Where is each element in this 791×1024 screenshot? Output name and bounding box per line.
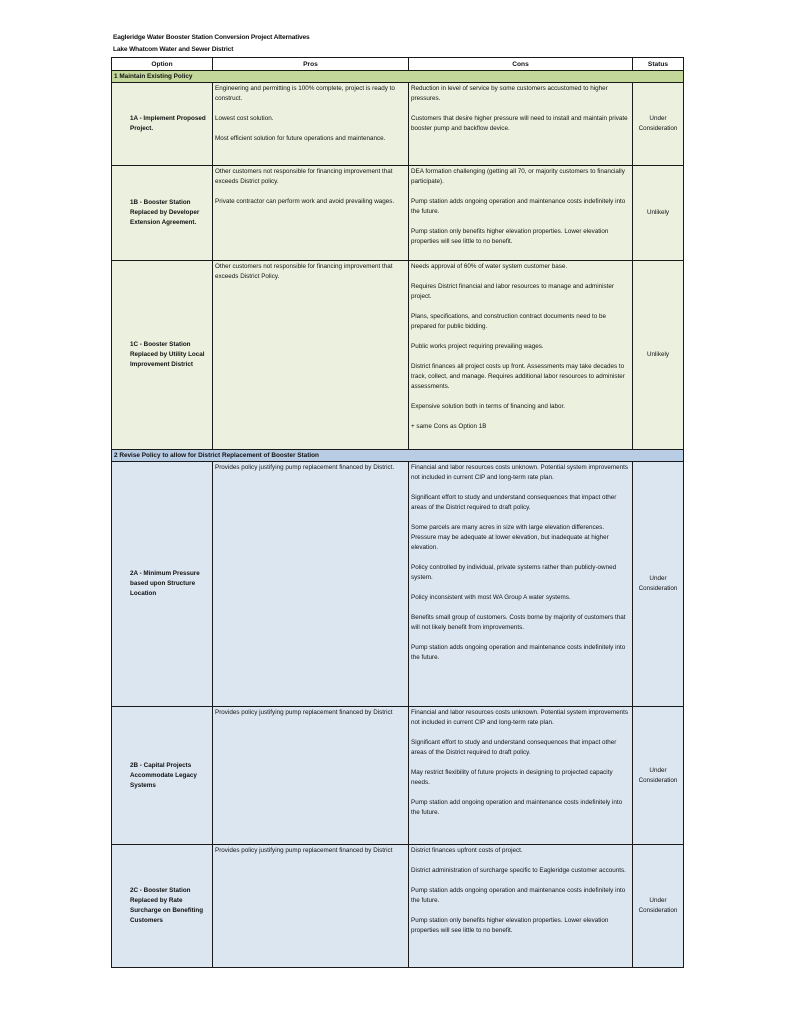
column-header-status: Status (633, 58, 684, 71)
pros-cell (213, 462, 409, 707)
status-cell: Unlikely (633, 166, 684, 261)
cons-cell (409, 845, 633, 968)
cons-item: Needs approval of 60% of water system customer base. (411, 263, 568, 270)
page-title: Eagleridge Water Booster Station Conversion Project Alternatives (113, 34, 310, 41)
cons-item: Pump station adds ongoing operation and maintenance costs indefinitely into the future. (411, 198, 626, 215)
cons-cell (409, 83, 633, 166)
table-row (112, 166, 684, 261)
cons-item: District finances all project costs up front. Assessments may take decades to track, collect, and manage. Requires additional labor resources to administer assessments. (411, 363, 625, 390)
pros-item: Other customers not responsible for financing improvement that exceeds District Policy. (215, 263, 393, 280)
pros-cell (213, 707, 409, 845)
table-row (112, 707, 684, 845)
column-header-option: Option (112, 58, 213, 71)
cons-item: Pump station add ongoing operation and maintenance costs indefinitely into the future. (411, 799, 623, 816)
status-cell: Under Consideration (633, 845, 684, 968)
cons-item: Pump station adds ongoing operation and maintenance costs indefinitely into the future. (411, 887, 626, 904)
table-row (112, 462, 684, 707)
pros-cell (213, 166, 409, 261)
column-header-pros: Pros (213, 58, 409, 71)
status-cell: Under Consideration (633, 707, 684, 845)
page-subtitle: Lake Whatcom Water and Sewer District (113, 46, 234, 53)
option-cell: 2B - Capital Projects Accommodate Legacy Systems (112, 707, 213, 845)
option-cell: 1C - Booster Station Replaced by Utility Local Improvement District (112, 261, 213, 450)
section-header-row (112, 71, 684, 83)
pros-item: Provides policy justifying pump replacement financed by District (215, 847, 393, 854)
cons-item: Policy inconsistent with most WA Group A water systems. (411, 594, 571, 601)
cons-item: Pump station only benefits higher elevation properties. Lower elevation properties will see little to no benefit. (411, 917, 609, 934)
option-cell: 1B - Booster Station Replaced by Developer Extension Agreement. (112, 166, 213, 261)
cons-cell (409, 707, 633, 845)
cons-item: May restrict flexibility of future projects in designing to projected capacity needs. (411, 769, 613, 786)
status-cell: Under Consideration (633, 462, 684, 707)
table-body (112, 71, 684, 968)
pros-cell (213, 261, 409, 450)
column-header-cons: Cons (409, 58, 633, 71)
section-heading: 1 Maintain Existing Policy (112, 71, 684, 83)
status-cell: Under Consideration (633, 83, 684, 166)
option-cell: 2C - Booster Station Replaced by Rate Surcharge on Benefiting Customers (112, 845, 213, 968)
cons-cell (409, 166, 633, 261)
cons-item: Significant effort to study and understand consequences that impact other areas of the District required to draft policy. (411, 494, 617, 511)
cons-item: Benefits small group of customers. Costs borne by majority of customers that will not likely benefit from improvements. (411, 614, 626, 631)
table-header-row (112, 58, 684, 71)
pros-item: Engineering and permitting is 100% complete, project is ready to construct. (215, 85, 395, 102)
cons-item: Requires District financial and labor resources to manage and administer project. (411, 283, 615, 300)
status-cell: Unlikely (633, 261, 684, 450)
cons-item: Policy controlled by individual, private systems rather than publicly-owned system. (411, 564, 617, 581)
section-heading: 2 Revise Policy to allow for District Replacement of Booster Station (112, 450, 684, 462)
cons-item: Reduction in level of service by some customers accustomed to higher pressures. (411, 85, 608, 102)
cons-item: Plans, specifications, and construction contract documents need to be prepared for public bidding. (411, 313, 606, 330)
table-row (112, 261, 684, 450)
pros-item: Private contractor can perform work and avoid prevailing wages. (215, 198, 395, 205)
cons-item: Customers that desire higher pressure will need to install and maintain private booster pump and backflow device. (411, 115, 628, 132)
pros-item: Provides policy justifying pump replacement financed by District. (215, 464, 395, 471)
pros-item: Most efficient solution for future operations and maintenance. (215, 135, 386, 142)
cons-item: Financial and labor resources costs unknown. Potential system improvements not included in current CIP and long-term rate plan. (411, 464, 628, 481)
cons-item: DEA formation challenging (getting all 70, or majority customers to financially participate). (411, 168, 625, 185)
cons-item: District administration of surcharge specific to Eagleridge customer accounts. (411, 867, 626, 874)
section-header-row (112, 450, 684, 462)
cons-item: Public works project requiring prevailing wages. (411, 343, 544, 350)
option-cell: 2A - Minimum Pressure based upon Structure Location (112, 462, 213, 707)
cons-item: Pump station adds ongoing operation and maintenance costs indefinitely into the future. (411, 644, 626, 661)
cons-item: Some parcels are many acres in size with large elevation differences. Pressure may be adequate at lower elevation, but inadequate at higher elevation. (411, 524, 609, 551)
cons-item: Expensive solution both in terms of financing and labor. (411, 403, 566, 410)
cons-item: District finances upfront costs of project. (411, 847, 523, 854)
pros-cell (213, 83, 409, 166)
pros-item: Provides policy justifying pump replacement financed by District (215, 709, 393, 716)
pros-cell (213, 845, 409, 968)
cons-item: Significant effort to study and understand consequences that impact other areas of the District required to draft policy. (411, 739, 617, 756)
cons-cell (409, 462, 633, 707)
pros-item: Lowest cost solution. (215, 115, 274, 122)
cons-item: Pump station only benefits higher elevation properties. Lower elevation properties will see little to no benefit. (411, 228, 609, 245)
pros-item: Other customers not responsible for financing improvement that exceeds District policy. (215, 168, 393, 185)
alternatives-table (111, 57, 684, 968)
table-row (112, 83, 684, 166)
table-row (112, 845, 684, 968)
option-cell: 1A - Implement Proposed Project. (112, 83, 213, 166)
cons-cell (409, 261, 633, 450)
cons-item: Financial and labor resources costs unknown. Potential system improvements not included in current CIP and long-term rate plan. (411, 709, 628, 726)
cons-item: + same Cons as Option 1B (411, 423, 487, 430)
